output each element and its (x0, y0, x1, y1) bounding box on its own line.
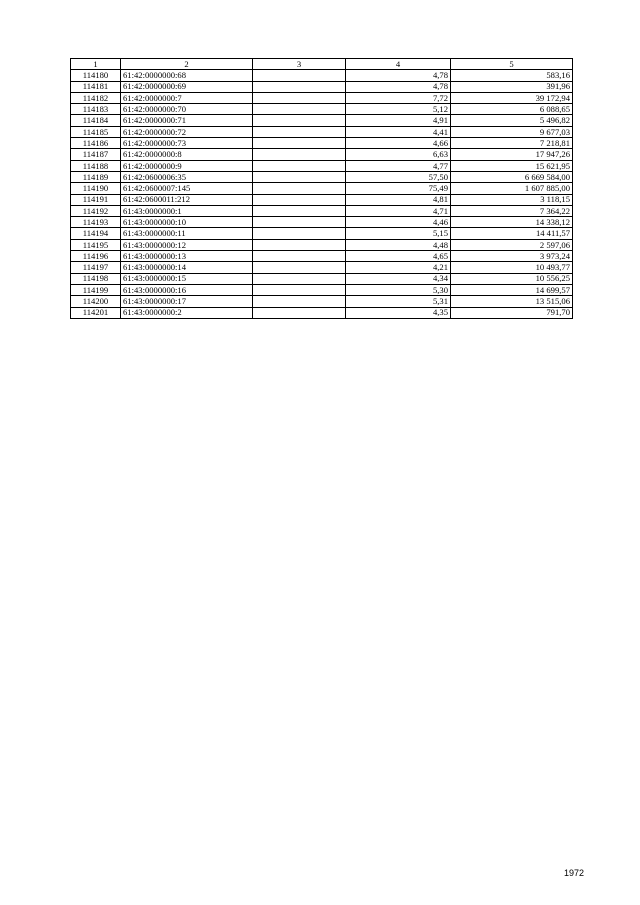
row-number-cell: 114191 (71, 194, 121, 205)
table-header (71, 59, 573, 70)
column-4-value-cell: 4,35 (346, 307, 451, 318)
row-number-cell: 114188 (71, 160, 121, 171)
row-number-cell: 114181 (71, 81, 121, 92)
table-row (71, 284, 573, 295)
column-3-cell (253, 284, 346, 295)
cadastral-number-cell: 61:42:0600007:145 (121, 183, 253, 194)
column-3-cell (253, 81, 346, 92)
cadastral-number-cell: 61:42:0000000:72 (121, 126, 253, 137)
column-5-value-cell: 1 607 885,00 (451, 183, 573, 194)
column-4-value-cell: 75,49 (346, 183, 451, 194)
column-4-value-cell: 4,81 (346, 194, 451, 205)
table-row (71, 205, 573, 216)
table-row (71, 104, 573, 115)
table-row (71, 171, 573, 182)
table-row (71, 70, 573, 81)
table-row (71, 115, 573, 126)
table-row (71, 92, 573, 103)
column-3-cell (253, 251, 346, 262)
cadastral-number-cell: 61:43:0000000:11 (121, 228, 253, 239)
table-body (71, 70, 573, 319)
column-3-cell (253, 205, 346, 216)
row-number-cell: 114200 (71, 296, 121, 307)
column-5-value-cell: 39 172,94 (451, 92, 573, 103)
row-number-cell: 114186 (71, 138, 121, 149)
column-4-value-cell: 4,78 (346, 70, 451, 81)
row-number-cell: 114180 (71, 70, 121, 81)
column-5-value-cell: 2 597,06 (451, 239, 573, 250)
column-4-value-cell: 4,46 (346, 217, 451, 228)
column-header-3: 3 (253, 59, 346, 70)
row-number-cell: 114195 (71, 239, 121, 250)
column-5-value-cell: 6 669 584,00 (451, 171, 573, 182)
column-3-cell (253, 194, 346, 205)
table-row (71, 296, 573, 307)
column-3-cell (253, 171, 346, 182)
cadastral-number-cell: 61:43:0000000:17 (121, 296, 253, 307)
row-number-cell: 114198 (71, 273, 121, 284)
table-row (71, 160, 573, 171)
column-3-cell (253, 126, 346, 137)
column-5-value-cell: 13 515,06 (451, 296, 573, 307)
column-5-value-cell: 14 699,57 (451, 284, 573, 295)
column-4-value-cell: 5,15 (346, 228, 451, 239)
cadastral-number-cell: 61:43:0000000:15 (121, 273, 253, 284)
table-row (71, 239, 573, 250)
column-5-value-cell: 5 496,82 (451, 115, 573, 126)
column-3-cell (253, 262, 346, 273)
column-5-value-cell: 6 088,65 (451, 104, 573, 115)
column-4-value-cell: 4,48 (346, 239, 451, 250)
column-4-value-cell: 5,31 (346, 296, 451, 307)
column-3-cell (253, 138, 346, 149)
row-number-cell: 114190 (71, 183, 121, 194)
table-row (71, 81, 573, 92)
column-4-value-cell: 7,72 (346, 92, 451, 103)
table-row (71, 183, 573, 194)
table-row (71, 138, 573, 149)
column-4-value-cell: 5,12 (346, 104, 451, 115)
row-number-cell: 114199 (71, 284, 121, 295)
column-3-cell (253, 104, 346, 115)
table-row (71, 126, 573, 137)
column-5-value-cell: 3 973,24 (451, 251, 573, 262)
column-4-value-cell: 4,78 (346, 81, 451, 92)
table-row (71, 149, 573, 160)
cadastral-number-cell: 61:43:0000000:1 (121, 205, 253, 216)
cadastral-number-cell: 61:42:0000000:8 (121, 149, 253, 160)
table-row (71, 217, 573, 228)
column-5-value-cell: 14 338,12 (451, 217, 573, 228)
row-number-cell: 114192 (71, 205, 121, 216)
column-5-value-cell: 10 493,77 (451, 262, 573, 273)
column-3-cell (253, 239, 346, 250)
page-number: 1972 (563, 868, 584, 878)
column-4-value-cell: 4,65 (346, 251, 451, 262)
row-number-cell: 114185 (71, 126, 121, 137)
column-3-cell (253, 273, 346, 284)
cadastral-number-cell: 61:42:0000000:70 (121, 104, 253, 115)
column-3-cell (253, 92, 346, 103)
cadastral-number-cell: 61:42:0000000:69 (121, 81, 253, 92)
cadastral-number-cell: 61:42:0600011:212 (121, 194, 253, 205)
cadastral-number-cell: 61:43:0000000:16 (121, 284, 253, 295)
cadastral-number-cell: 61:42:0000000:73 (121, 138, 253, 149)
cadastral-number-cell: 61:42:0000000:68 (121, 70, 253, 81)
column-4-value-cell: 4,21 (346, 262, 451, 273)
column-4-value-cell: 4,34 (346, 273, 451, 284)
column-5-value-cell: 10 556,25 (451, 273, 573, 284)
column-3-cell (253, 70, 346, 81)
cadastral-number-cell: 61:42:0600006:35 (121, 171, 253, 182)
header-row (71, 59, 573, 70)
column-3-cell (253, 115, 346, 126)
column-header-5: 5 (451, 59, 573, 70)
column-5-value-cell: 15 621,95 (451, 160, 573, 171)
column-5-value-cell: 391,96 (451, 81, 573, 92)
column-5-value-cell: 583,16 (451, 70, 573, 81)
table-row (71, 194, 573, 205)
registry-table (70, 58, 573, 319)
column-3-cell (253, 183, 346, 194)
cadastral-number-cell: 61:43:0000000:2 (121, 307, 253, 318)
cadastral-number-cell: 61:43:0000000:14 (121, 262, 253, 273)
table-row (71, 251, 573, 262)
column-4-value-cell: 6,63 (346, 149, 451, 160)
column-3-cell (253, 149, 346, 160)
column-4-value-cell: 57,50 (346, 171, 451, 182)
column-5-value-cell: 7 364,22 (451, 205, 573, 216)
column-4-value-cell: 4,71 (346, 205, 451, 216)
row-number-cell: 114194 (71, 228, 121, 239)
cadastral-number-cell: 61:42:0000000:71 (121, 115, 253, 126)
row-number-cell: 114189 (71, 171, 121, 182)
column-4-value-cell: 4,91 (346, 115, 451, 126)
row-number-cell: 114182 (71, 92, 121, 103)
column-3-cell (253, 160, 346, 171)
row-number-cell: 114196 (71, 251, 121, 262)
row-number-cell: 114183 (71, 104, 121, 115)
column-5-value-cell: 791,70 (451, 307, 573, 318)
row-number-cell: 114184 (71, 115, 121, 126)
column-header-1: 1 (71, 59, 121, 70)
row-number-cell: 114187 (71, 149, 121, 160)
column-header-4: 4 (346, 59, 451, 70)
table-row (71, 273, 573, 284)
cadastral-number-cell: 61:43:0000000:12 (121, 239, 253, 250)
column-header-2: 2 (121, 59, 253, 70)
column-5-value-cell: 9 677,03 (451, 126, 573, 137)
column-4-value-cell: 4,66 (346, 138, 451, 149)
column-4-value-cell: 4,77 (346, 160, 451, 171)
column-3-cell (253, 217, 346, 228)
cadastral-number-cell: 61:43:0000000:13 (121, 251, 253, 262)
column-5-value-cell: 14 411,57 (451, 228, 573, 239)
table-row (71, 262, 573, 273)
column-5-value-cell: 17 947,26 (451, 149, 573, 160)
cadastral-number-cell: 61:43:0000000:10 (121, 217, 253, 228)
column-4-value-cell: 4,41 (346, 126, 451, 137)
cadastral-number-cell: 61:42:0000000:7 (121, 92, 253, 103)
table-row (71, 307, 573, 318)
column-4-value-cell: 5,30 (346, 284, 451, 295)
table-row (71, 228, 573, 239)
cadastral-number-cell: 61:42:0000000:9 (121, 160, 253, 171)
column-5-value-cell: 7 218,81 (451, 138, 573, 149)
column-5-value-cell: 3 118,15 (451, 194, 573, 205)
row-number-cell: 114197 (71, 262, 121, 273)
row-number-cell: 114193 (71, 217, 121, 228)
column-3-cell (253, 296, 346, 307)
row-number-cell: 114201 (71, 307, 121, 318)
column-3-cell (253, 228, 346, 239)
column-3-cell (253, 307, 346, 318)
